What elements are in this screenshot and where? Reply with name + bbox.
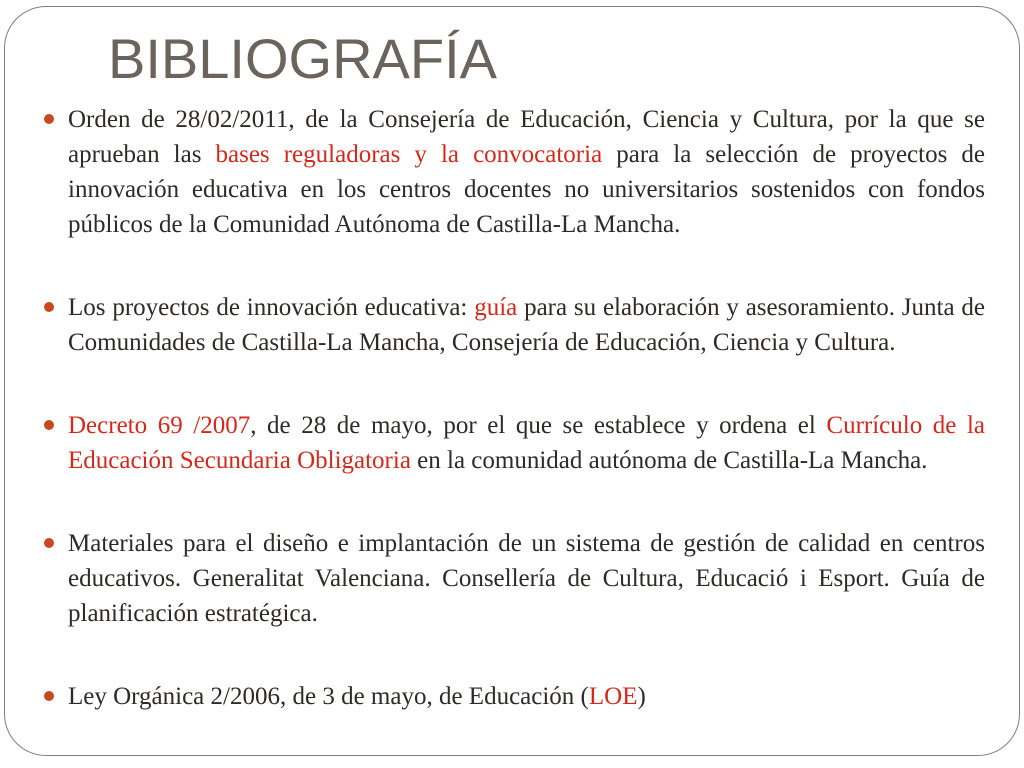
bullet-text: [68, 294, 985, 356]
body-text: Ley Orgánica 2/2006, de 3 de mayo, de Educación (: [68, 683, 589, 710]
body-text: para la selección de proyectos de innovación educativa en los centros docentes no universitarios sostenidos con fondos públicos de la Comunidad Autónoma de Castilla-La Mancha.: [68, 141, 985, 238]
body-text: para su elaboración y asesoramiento. Junta de Comunidades de Castilla-La Mancha, Consejería de Educación, Ciencia y Cultura.: [68, 294, 985, 356]
bullet-item: [44, 408, 985, 478]
highlighted-text: LOE: [588, 683, 638, 710]
bullet-marker-icon: [44, 114, 54, 124]
bullet-item: [44, 679, 985, 714]
bullet-text: [68, 683, 646, 710]
body-text: ): [637, 683, 646, 710]
bullet-item: [44, 526, 985, 631]
bullet-text: [68, 530, 985, 627]
highlighted-text: Decreto 69 /2007: [68, 412, 251, 439]
highlighted-text: bases reguladoras y la convocatoria: [215, 141, 603, 168]
body-text: en la comunidad autónoma de Castilla-La Mancha.: [410, 447, 928, 474]
bullet-marker-icon: [44, 538, 54, 548]
bullet-item: [44, 102, 985, 242]
bullet-marker-icon: [44, 302, 54, 312]
highlighted-text: Currículo de la Educación Secundaria Obligatoria: [68, 412, 986, 474]
highlighted-text: guía: [474, 294, 518, 321]
bullet-text: [68, 106, 985, 238]
bullet-list: [44, 102, 985, 714]
bullet-marker-icon: [44, 420, 54, 430]
slide-title: BIBLIOGRAFÍA: [108, 27, 497, 90]
bullet-marker-icon: [44, 691, 54, 701]
bullet-text: [68, 412, 985, 474]
body-text: Orden de 28/02/2011, de la Consejería de Educación, Ciencia y Cultura, por la que se aprueban las: [68, 106, 985, 168]
body-text: Materiales para el diseño e implantación de un sistema de gestión de calidad en centros educativos. Generalitat Valenciana. Consellería de Cultura, Educació i Esport. Guía de planificación estratégica.: [68, 530, 985, 627]
body-text: Los proyectos de innovación educativa:: [68, 294, 475, 321]
bullet-item: [44, 290, 985, 360]
body-text: , de 28 de mayo, por el que se establece y ordena el: [250, 412, 827, 439]
